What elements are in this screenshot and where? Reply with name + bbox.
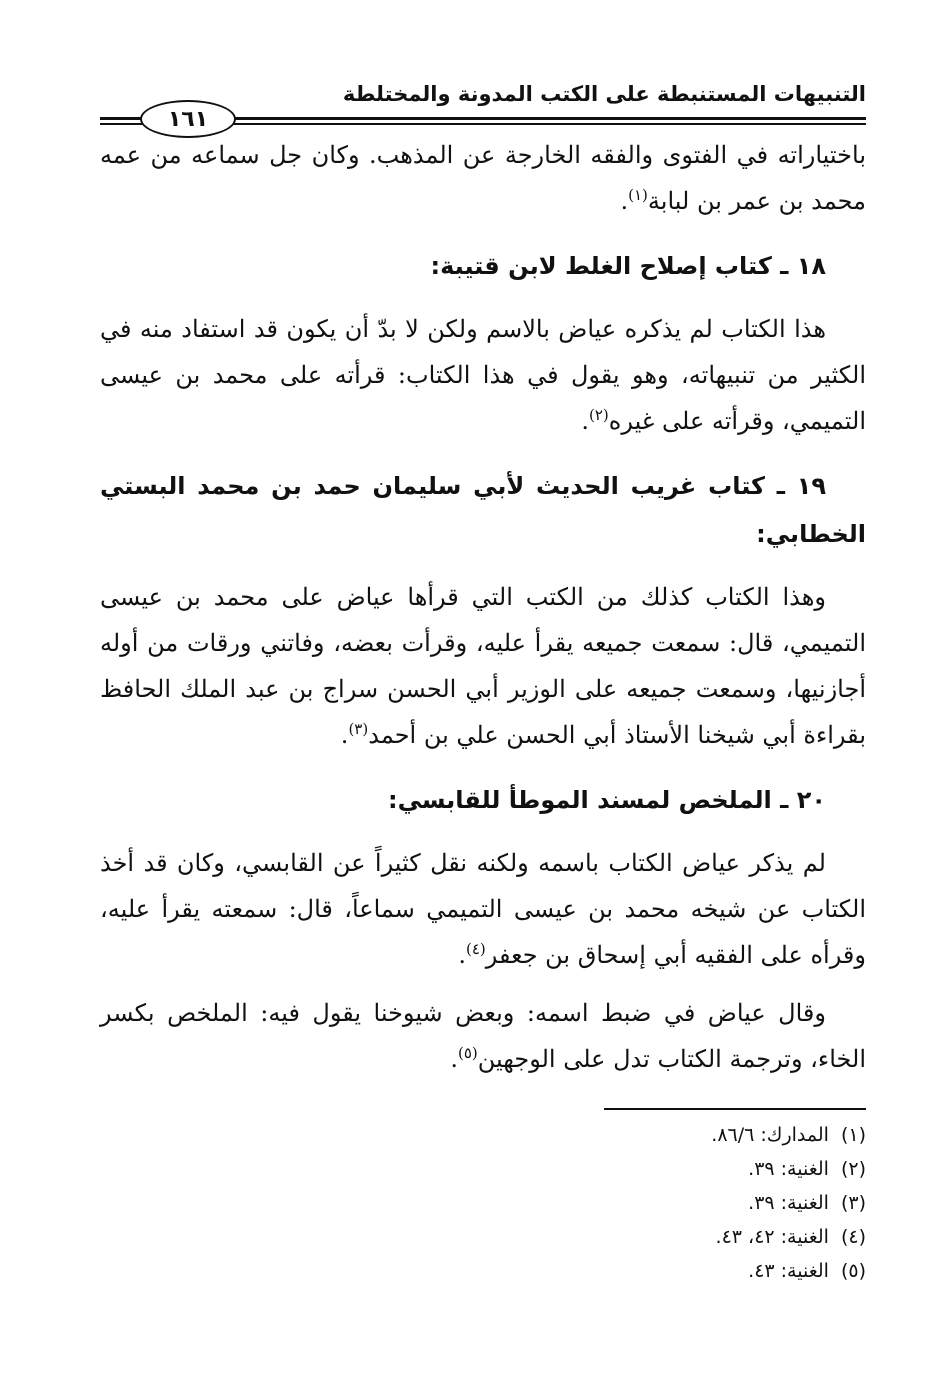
footnote-ref: (١)	[628, 186, 648, 204]
footnote-ref: (٣)	[348, 720, 369, 738]
footnote-separator	[604, 1108, 866, 1110]
section-heading: ٢٠ ـ الملخص لمسند الموطأ للقابسي:	[387, 786, 826, 814]
footnote	[100, 1186, 866, 1220]
footnote-number: (٢)	[840, 1158, 866, 1180]
page-number: ١٦١	[140, 100, 236, 138]
paragraph: وهذا الكتاب كذلك من الكتب التي قرأها عياض على محمد بن عيسى التميمي، قال: سمعت جميعه يقرأ عليه، وقرأت بعضه، وفاتني ورقات من أوله أجازنيها، وسمعت جميعه على الوزير أبي الحسن سراج بن عبد الملك الحافظ بقراءة أبي شيخنا الأستاذ أبي الحسن علي بن أحمد$^{(٣)}$.	[100, 583, 866, 749]
footnote-text: المدارك: ٨٦/٦.	[711, 1124, 829, 1146]
section-heading: ١٩ ـ كتاب غريب الحديث لأبي سليمان حمد بن محمد البستي الخطابي:	[100, 472, 866, 548]
footnotes	[100, 1118, 866, 1288]
paragraph: باختياراته في الفتوى والفقه الخارجة عن المذهب. وكان جل سماعه من عمه محمد بن عمر بن لبابة$^{(١)}$.	[100, 141, 866, 215]
footnote-number: (١)	[840, 1124, 866, 1146]
footnote-text: الغنية: ٣٩.	[748, 1192, 829, 1214]
paragraph: وقال عياض في ضبط اسمه: وبعض شيوخنا يقول فيه: الملخص بكسر الخاء، وترجمة الكتاب تدل على الوجهين$^{(٥)}$.	[100, 999, 866, 1073]
paragraph: لم يذكر عياض الكتاب باسمه ولكنه نقل كثيراً عن القابسي، وكان قد أخذ الكتاب عن شيخه محمد بن عيسى التميمي سماعاً، قال: سمعته يقرأ عليه، وقرأه على الفقيه أبي إسحاق بن جعفر$^{(٤)}$.	[100, 849, 866, 969]
footnote-text: الغنية: ٤٢، ٤٣.	[715, 1226, 829, 1248]
footnote	[100, 1220, 866, 1254]
book-page	[100, 70, 866, 1288]
footnote	[100, 1254, 866, 1288]
main-text	[100, 132, 866, 1082]
footnote-ref: (٥)	[458, 1044, 478, 1062]
footnote-ref: (٢)	[588, 406, 609, 424]
footnote-number: (٣)	[840, 1192, 866, 1214]
footnote-ref: (٤)	[465, 940, 486, 958]
footnote-number: (٤)	[840, 1226, 866, 1248]
running-header	[100, 70, 866, 132]
section-heading: ١٨ ـ كتاب إصلاح الغلط لابن قتيبة:	[430, 252, 826, 280]
footnote	[100, 1152, 866, 1186]
footnote	[100, 1118, 866, 1152]
footnote-text: الغنية: ٣٩.	[748, 1158, 829, 1180]
running-title: التنبيهات المستنبطة على الكتب المدونة والمختلطة	[342, 82, 866, 106]
footnote-text: الغنية: ٤٣.	[748, 1260, 829, 1282]
paragraph: هذا الكتاب لم يذكره عياض بالاسم ولكن لا بدّ أن يكون قد استفاد منه في الكثير من تنبيهاته، وهو يقول في هذا الكتاب: قرأته على محمد بن عيسى التميمي، وقرأته على غيره$^{(٢)}$.	[100, 315, 866, 435]
footnote-number: (٥)	[840, 1260, 866, 1282]
